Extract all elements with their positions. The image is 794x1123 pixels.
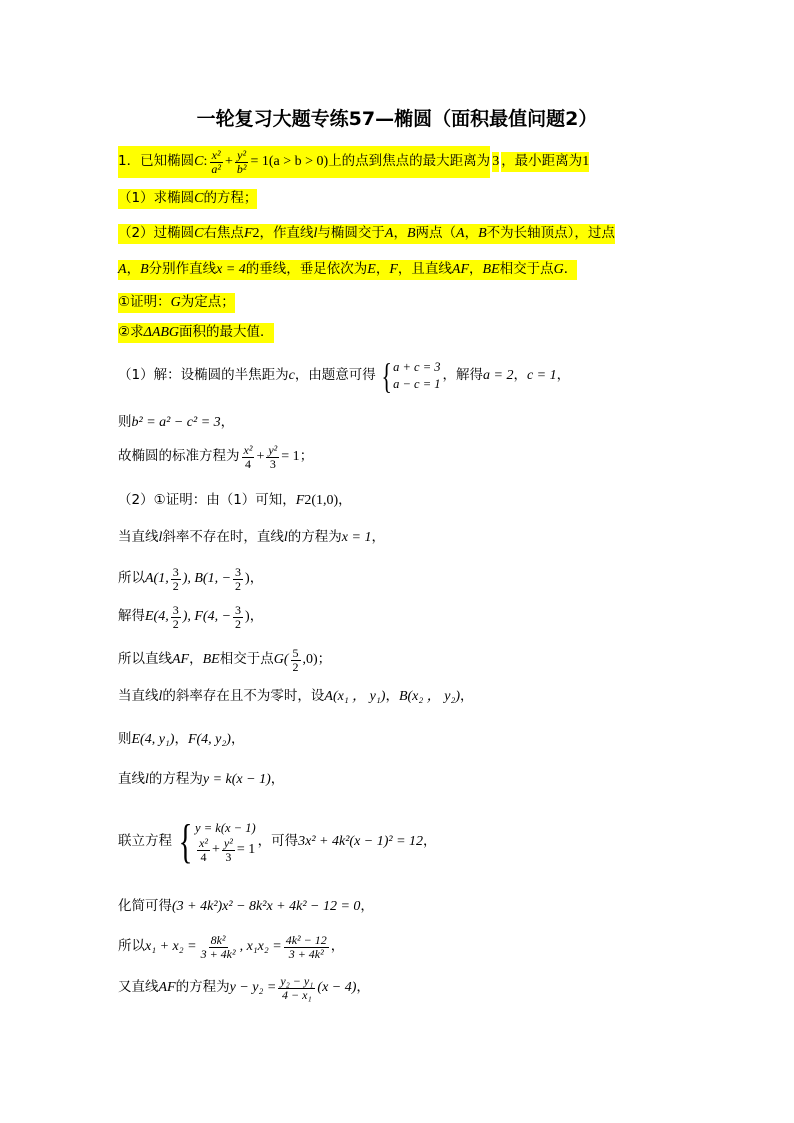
text: ，: [513, 367, 527, 384]
text: ，: [174, 731, 188, 748]
text: （2）过椭圆: [118, 225, 195, 242]
math-paren: ,0): [302, 652, 318, 668]
solution-line-1: [118, 358, 570, 394]
text: 的方程为: [148, 771, 203, 788]
math-point: F(4, y₂): [187, 732, 231, 747]
math-var: C: [194, 154, 204, 170]
math-eq: x = 1: [341, 530, 372, 545]
text: ，: [385, 688, 399, 705]
math-point: A(x₁ ， y₁): [324, 689, 386, 704]
fraction: $\frac{5}{2}$: [292, 646, 299, 674]
problem-line-3: [118, 224, 615, 244]
text: 联立方程: [118, 833, 172, 850]
math-var: A: [384, 226, 394, 241]
text: ，: [464, 225, 479, 242]
math-eq: = 1: [281, 449, 300, 465]
fraction: $\frac{3}{2}$: [235, 565, 242, 593]
math-point: ), F(4, −: [182, 609, 232, 625]
text: ，: [356, 979, 370, 996]
solution-line-4: [118, 494, 352, 508]
text: ②求: [118, 324, 144, 341]
fraction: $\frac{\text{y₂ − y₁}}{\text{4 − x₁}}$: [280, 974, 314, 1002]
text: 相交于点: [219, 651, 274, 668]
fraction: $\frac{\text{4k² − 12}}{\text{3 + 4k²}}$: [285, 933, 327, 961]
text: ；: [299, 448, 314, 465]
math-var: B: [406, 226, 416, 241]
fraction: $\frac{\text{8k²}}{\text{3 + 4k²}}$: [200, 933, 236, 961]
text: 当直线: [118, 688, 159, 705]
math-eq: (3 + 4k²)x² − 8k²x + 4k² − 12 = 0: [172, 899, 361, 914]
solution-line-10: [118, 733, 244, 747]
math-var: AF: [451, 262, 470, 277]
text: （2）①证明：由（1）可知，: [118, 492, 296, 509]
math-var: AF: [172, 652, 190, 668]
math-var: ΔABG: [143, 325, 180, 340]
equation-system: { y = k(x − 1) $\frac{\text{x²}}{4}$ + $\frac{\text{y²}}{3}$ = 1: [178, 815, 256, 868]
math-var: E: [367, 262, 376, 277]
text: ，: [459, 688, 474, 705]
math-eq: 3x² + 4k²(x − 1)² = 12: [298, 834, 424, 849]
text: ，: [249, 608, 264, 625]
text: ．: [563, 261, 578, 278]
solution-line-3: 故椭圆的标准方程为 $\frac{\text{x²}}{4}$ + $\frac{\text{y²}}{3}$ = 1 ；: [118, 443, 314, 471]
text: ，: [189, 651, 203, 668]
math-var: l: [145, 772, 149, 787]
text: 右焦点: [203, 225, 244, 242]
math-var: F: [389, 262, 398, 277]
text: ，作直线: [259, 225, 314, 242]
math-point: (1,0): [311, 493, 339, 508]
text: 的方程为: [175, 979, 230, 996]
text: ，: [469, 261, 483, 278]
math-paren: ): [245, 571, 250, 587]
math-eq: , x₁x₂ =: [239, 939, 282, 955]
math-paren: ): [245, 609, 250, 625]
text: 则: [118, 731, 132, 748]
text: 所以直线: [118, 651, 172, 668]
solution-line-5: [118, 531, 385, 545]
math-var: BE: [202, 652, 220, 668]
problem-line-2: [118, 189, 257, 209]
text: ，: [371, 529, 385, 546]
fraction: $\frac{\text{y²}}{3}$: [268, 443, 278, 471]
math-var: C: [194, 191, 204, 206]
math-eq: y = k(x − 1): [202, 772, 271, 787]
text: 当直线: [118, 529, 159, 546]
page-title: 一轮复习大题专练57—椭圆（面积最值问题2）: [196, 108, 598, 130]
solution-line-15: [118, 975, 370, 1001]
math-num: 3: [492, 152, 499, 172]
text: 分别作直线: [148, 261, 217, 278]
fraction: $\frac{3}{2}$: [172, 565, 179, 593]
text: ，且直线: [397, 261, 452, 278]
text: 1．已知椭圆: [118, 153, 195, 170]
solution-line-14: [118, 934, 344, 960]
text: 则: [118, 414, 132, 431]
text: ①证明：: [118, 294, 171, 311]
solution-line-7: [118, 604, 263, 630]
math-eq: (x − 4): [317, 980, 357, 996]
math-var: B: [478, 226, 487, 241]
text: ，: [360, 898, 374, 915]
math-cond: = 1(a > b > 0): [250, 154, 329, 170]
math-point: G(: [273, 652, 289, 668]
text: ，解得: [442, 367, 484, 384]
text: ，: [270, 771, 285, 788]
solution-line-9: [118, 690, 473, 704]
math-var: G: [553, 262, 564, 277]
text: 与椭圆交于: [317, 225, 385, 242]
fraction: $\frac{3}{2}$: [172, 603, 179, 631]
text: ，: [423, 833, 437, 850]
text: ，由题意可得: [294, 367, 376, 384]
solution-line-6: [118, 566, 263, 592]
fraction: $\frac{\text{y²}}{\text{b²}}$: [236, 148, 247, 176]
text: ，: [338, 492, 352, 509]
math-var: A: [456, 226, 465, 241]
text: 解得: [118, 608, 145, 625]
math-point: E(4, y₁): [131, 732, 175, 747]
text: 为定点；: [180, 294, 235, 311]
math-num: 1: [582, 154, 590, 170]
text: ，: [556, 367, 571, 384]
math-point: B(x₂ ， y₂): [398, 689, 460, 704]
text: 的方程为: [287, 529, 342, 546]
text: ，: [249, 570, 264, 587]
text: （1）求椭圆: [118, 190, 195, 207]
math-eq: c = 1: [526, 368, 557, 383]
math-point: E(4,: [145, 609, 169, 625]
math-eq: x = 4: [216, 262, 246, 277]
problem-line-6: [118, 323, 274, 343]
text: ，最小距离为: [501, 153, 583, 170]
problem-line-4: [118, 260, 577, 280]
text: 的斜率存在且不为零时，设: [162, 688, 325, 705]
problem-line-1: 1．已知椭圆 C : $\frac{\text{x²}}{\text{a²}}$ + $\frac{\text{y²}}{\text{b²}}$ = 1(a > b > 0) 上的点到焦点的最大距离为 3 ，最小距离为 1: [118, 146, 589, 178]
math-sub: 2: [304, 493, 312, 508]
text: 斜率不存在时，直线: [162, 529, 284, 546]
solution-line-8: [118, 647, 331, 673]
equation-system: { a + c = 3 a − c = 1: [381, 356, 441, 396]
text: ，: [230, 731, 245, 748]
text: （1）解：设椭圆的半焦距为: [118, 367, 289, 384]
math-point: ), B(1, −: [182, 571, 232, 587]
text: ；: [317, 651, 332, 668]
math-var: G: [170, 295, 181, 310]
math-point: A(1,: [145, 571, 169, 587]
text: 又直线: [118, 979, 159, 996]
fraction: $\frac{\text{x²}}{4}$: [243, 443, 253, 471]
math-var: B: [140, 262, 149, 277]
math-eq: b² = a² − c² = 3: [131, 415, 221, 430]
text: 所以: [118, 938, 145, 955]
math-var: BE: [482, 262, 500, 277]
text: 上的点到焦点的最大距离为: [328, 153, 491, 170]
text: 两点（: [415, 225, 457, 242]
math-var: F: [243, 226, 253, 241]
math-eq: y − y₂ =: [229, 980, 277, 996]
math-var: C: [194, 226, 204, 241]
math-eq: x₁ + x₂ =: [145, 939, 197, 955]
math-var: l: [158, 689, 163, 704]
math-var: l: [283, 530, 288, 545]
fraction: $\frac{3}{2}$: [235, 603, 242, 631]
text: 面积的最大值．: [179, 324, 274, 341]
solution-line-13: [118, 900, 374, 914]
text: 的垂线，垂足依次为: [245, 261, 368, 278]
fraction: $\frac{\text{x²}}{\text{a²}}$: [211, 148, 221, 176]
text: 化简可得: [118, 898, 172, 915]
math-var: l: [158, 530, 163, 545]
text: 故椭圆的标准方程为: [118, 448, 240, 465]
text: ，: [375, 261, 390, 278]
text: ，: [126, 261, 141, 278]
text: 所以: [118, 570, 145, 587]
text: ，: [330, 938, 345, 955]
text: ，: [220, 414, 235, 431]
math-sub: 2: [252, 226, 260, 241]
text: 的方程；: [203, 190, 258, 207]
solution-line-2: [118, 416, 234, 430]
text: ，: [393, 225, 407, 242]
problem-line-5: [118, 293, 235, 313]
math-var: c: [288, 368, 295, 383]
text: 相交于点: [499, 261, 554, 278]
text: 直线: [118, 771, 145, 788]
text: ，可得: [257, 833, 299, 850]
solution-line-12: [118, 815, 437, 868]
math-var: l: [313, 226, 318, 241]
math-var: A: [118, 262, 127, 277]
solution-line-11: [118, 773, 284, 787]
math-var: F: [295, 493, 305, 508]
math-eq: a = 2: [483, 368, 514, 383]
math-var: AF: [158, 980, 176, 996]
text: 不为长轴顶点），过点: [486, 225, 615, 242]
